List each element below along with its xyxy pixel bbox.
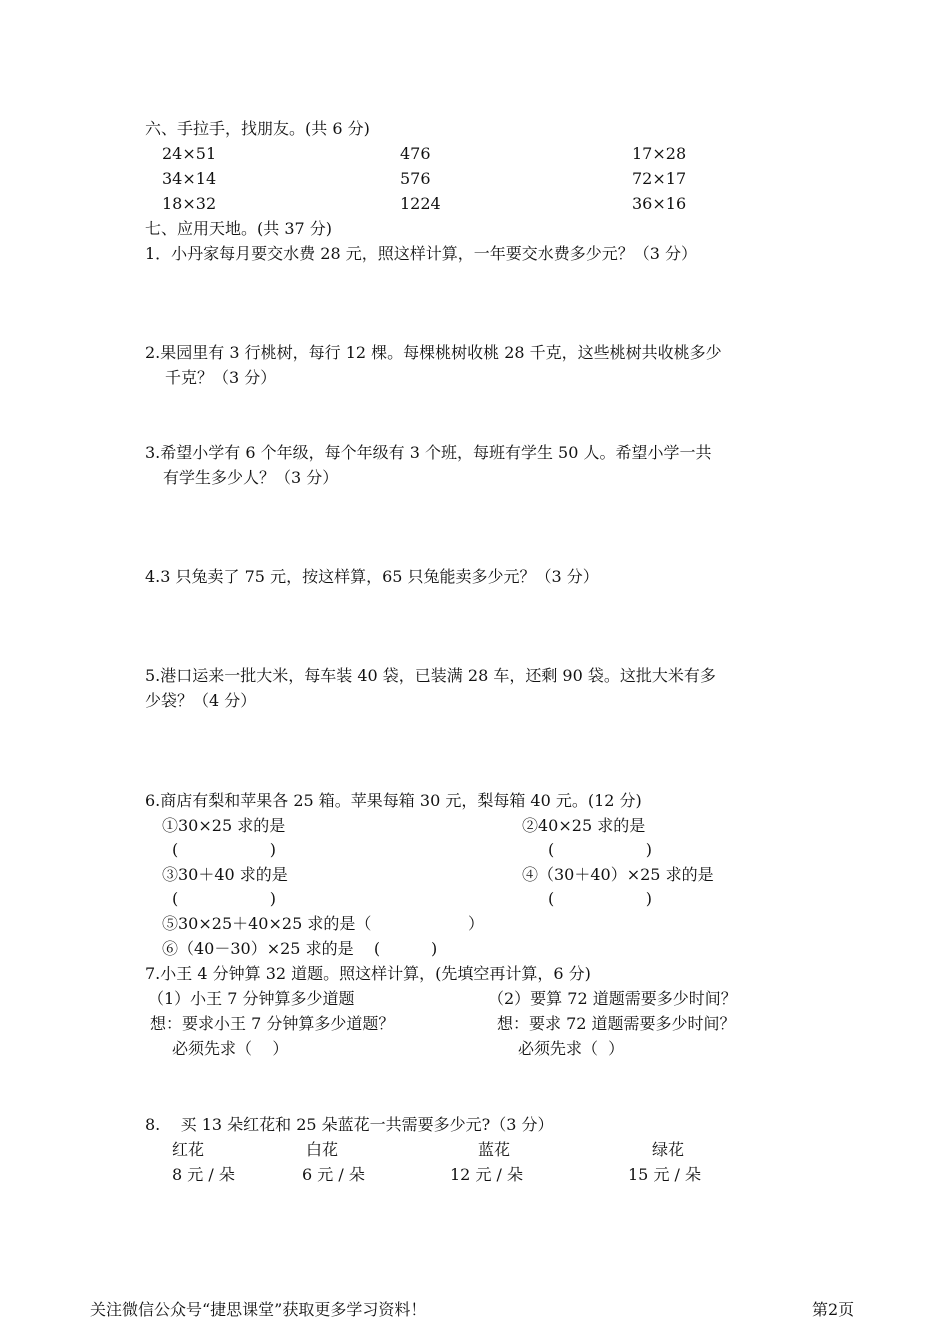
flower-name: 绿花 (652, 1140, 685, 1159)
question-1: 1．小丹家每月要交水费 28 元，照这样计算，一年要交水费多少元？（3 分） (145, 244, 697, 263)
flower-price: 6 元 / 朵 (302, 1165, 365, 1184)
q6-answer-blank-1[interactable]: ( ) (172, 840, 277, 859)
match-cell: 1224 (400, 194, 441, 213)
flower-price: 12 元 / 朵 (450, 1165, 524, 1184)
match-cell: 24×51 (162, 144, 217, 163)
footer-promo: 关注微信公众号“捷思课堂”获取更多学习资料！ (90, 1300, 427, 1319)
question-4: 4.3 只兔卖了 75 元，按这样算，65 只兔能卖多少元？（3 分） (145, 567, 599, 586)
question-3: 3.希望小学有 6 个年级，每个年级有 3 个班，每班有学生 50 人。希望小学一共 (145, 443, 712, 462)
q6-item-2: ②40×25 求的是 (522, 816, 646, 835)
section-7-title: 七、应用天地。(共 37 分) (145, 219, 333, 238)
question-5: 5.港口运来一批大米，每车装 40 袋，已装满 28 车，还剩 90 袋。这批大米有多 (145, 666, 716, 685)
section-6-title: 六、手拉手，找朋友。(共 6 分) (145, 119, 370, 138)
q6-item-5: ⑤30×25＋40×25 求的是（ ） (162, 914, 484, 933)
match-cell: 34×14 (162, 169, 217, 188)
question-3-continued: 有学生多少人？（3 分） (163, 468, 339, 487)
match-cell: 17×28 (632, 144, 687, 163)
question-8: 8. 买 13 朵红花和 25 朵蓝花一共需要多少元?（3 分） (145, 1115, 554, 1134)
q7-think-1: 想：要求小王 7 分钟算多少道题？ (150, 1014, 395, 1033)
flower-name: 蓝花 (478, 1140, 511, 1159)
question-5-continued: 少袋？（4 分） (145, 691, 257, 710)
q7-think-2: 想：要求 72 道题需要多少时间？ (497, 1014, 736, 1033)
question-7: 7.小王 4 分钟算 32 道题。照这样计算，(先填空再计算，6 分) (145, 964, 591, 983)
q7-part-2: （2）要算 72 道题需要多少时间？ (488, 989, 737, 1008)
flower-price: 8 元 / 朵 (172, 1165, 235, 1184)
page-number: 第2页 (812, 1300, 855, 1319)
match-cell: 576 (400, 169, 431, 188)
question-6: 6.商店有梨和苹果各 25 箱。苹果每箱 30 元，梨每箱 40 元。(12 分) (145, 791, 642, 810)
q7-must-find-1[interactable]: 必须先求（ ） (172, 1039, 289, 1058)
q6-item-4: ④（30＋40）×25 求的是 (522, 865, 714, 884)
question-2-continued: 千克？（3 分） (165, 368, 277, 387)
q6-item-1: ①30×25 求的是 (162, 816, 286, 835)
match-cell: 72×17 (632, 169, 687, 188)
q6-item-3: ③30＋40 求的是 (162, 865, 288, 884)
q7-part-1: （1）小王 7 分钟算多少道题 (148, 989, 355, 1008)
q7-must-find-2[interactable]: 必须先求（ ） (518, 1039, 625, 1058)
q6-item-6: ⑥（40－30）×25 求的是 ( ) (162, 939, 438, 958)
flower-name: 白花 (306, 1140, 339, 1159)
q6-answer-blank-4[interactable]: ( ) (548, 889, 653, 908)
q6-answer-blank-2[interactable]: ( ) (548, 840, 653, 859)
match-cell: 36×16 (632, 194, 687, 213)
match-cell: 18×32 (162, 194, 217, 213)
match-cell: 476 (400, 144, 431, 163)
question-2: 2.果园里有 3 行桃树，每行 12 棵。每棵桃树收桃 28 千克，这些桃树共收桃多少 (145, 343, 722, 362)
flower-price: 15 元 / 朵 (628, 1165, 702, 1184)
q6-answer-blank-3[interactable]: ( ) (172, 889, 277, 908)
flower-name: 红花 (172, 1140, 205, 1159)
